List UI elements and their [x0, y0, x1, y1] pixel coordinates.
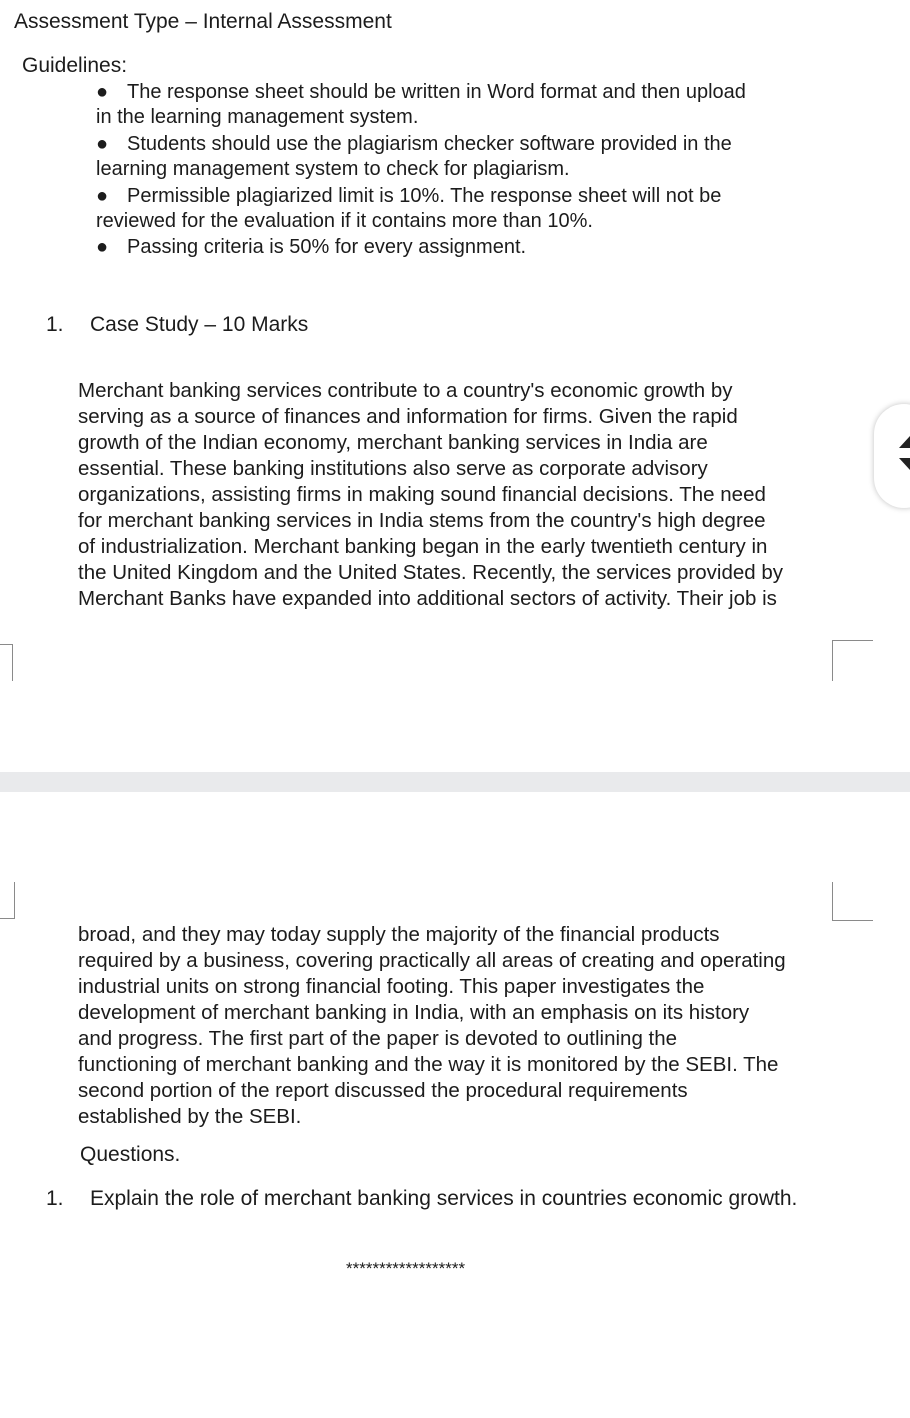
guideline-line: Permissible plagiarized limit is 10%. The response sheet will not be [127, 185, 722, 207]
paragraph-line: functioning of merchant banking and the way it is monitored by the SEBI. The [78, 1053, 779, 1076]
bullet-icon: ● [96, 185, 109, 207]
questions-heading: Questions. [80, 1143, 181, 1166]
scroll-up-arrow-icon[interactable] [899, 436, 910, 448]
guideline-line: Students should use the plagiarism checker software provided in the [127, 133, 732, 155]
scroll-down-arrow-icon[interactable] [899, 458, 910, 470]
end-marker: ****************** [346, 1259, 466, 1278]
case-study-paragraph-page2 [78, 922, 838, 1130]
paragraph-line: Merchant Banks have expanded into additional sectors of activity. Their job is [78, 587, 777, 610]
guideline-line: reviewed for the evaluation if it contains more than 10%. [96, 210, 593, 232]
page-scroll-handle-icon[interactable] [874, 404, 910, 508]
bullet-icon: ● [96, 236, 109, 258]
guideline-item [96, 132, 816, 182]
paragraph-line: essential. These banking institutions also serve as corporate advisory [78, 457, 708, 480]
paragraph-line: Merchant banking services contribute to a country's economic growth by [78, 379, 733, 402]
paragraph-line: development of merchant banking in India, with an emphasis on its history [78, 1001, 750, 1024]
paragraph-line: required by a business, covering practically all areas of creating and operating [78, 949, 786, 972]
page-margin-corner [832, 882, 873, 921]
bullet-icon: ● [96, 133, 109, 155]
guideline-item [96, 184, 816, 234]
question-number: 1. [46, 1187, 64, 1210]
paragraph-line: growth of the Indian economy, merchant banking services in India are [78, 431, 708, 454]
guideline-line: Passing criteria is 50% for every assignment. [127, 236, 527, 258]
guideline-item [96, 235, 816, 260]
bullet-icon: ● [96, 81, 109, 103]
paragraph-line: second portion of the report discussed the procedural requirements [78, 1079, 688, 1102]
paragraph-line: serving as a source of finances and information for firms. Given the rapid [78, 405, 738, 428]
guideline-line: learning management system to check for plagiarism. [96, 158, 570, 180]
paragraph-line: established by the SEBI. [78, 1105, 302, 1128]
paragraph-line: of industrialization. Merchant banking began in the early twentieth century in [78, 535, 768, 558]
paragraph-line: and progress. The first part of the paper is devoted to outlining the [78, 1027, 678, 1050]
guideline-line: The response sheet should be written in Word format and then upload [127, 81, 746, 103]
assessment-type-title: Assessment Type – Internal Assessment [14, 10, 392, 33]
paragraph-line: organizations, assisting firms in making sound financial decisions. The need [78, 483, 766, 506]
case-study-paragraph-page1 [78, 378, 838, 612]
paragraph-line: the United Kingdom and the United States. Recently, the services provided by [78, 561, 783, 584]
section-number: 1. [46, 313, 64, 336]
paragraph-line: for merchant banking services in India stems from the country's high degree [78, 509, 766, 532]
question-text: Explain the role of merchant banking services in countries economic growth. [90, 1187, 798, 1210]
paragraph-line: industrial units on strong financial footing. This paper investigates the [78, 975, 705, 998]
guideline-line: in the learning management system. [96, 106, 419, 128]
page-margin-corner [0, 644, 13, 681]
section-title: Case Study – 10 Marks [90, 313, 309, 336]
guideline-item [96, 80, 816, 130]
paragraph-line: broad, and they may today supply the majority of the financial products [78, 923, 720, 946]
page-margin-corner [832, 640, 873, 681]
guidelines-heading: Guidelines: [22, 54, 128, 77]
page-margin-corner [0, 882, 15, 919]
page-break-gap [0, 772, 910, 792]
